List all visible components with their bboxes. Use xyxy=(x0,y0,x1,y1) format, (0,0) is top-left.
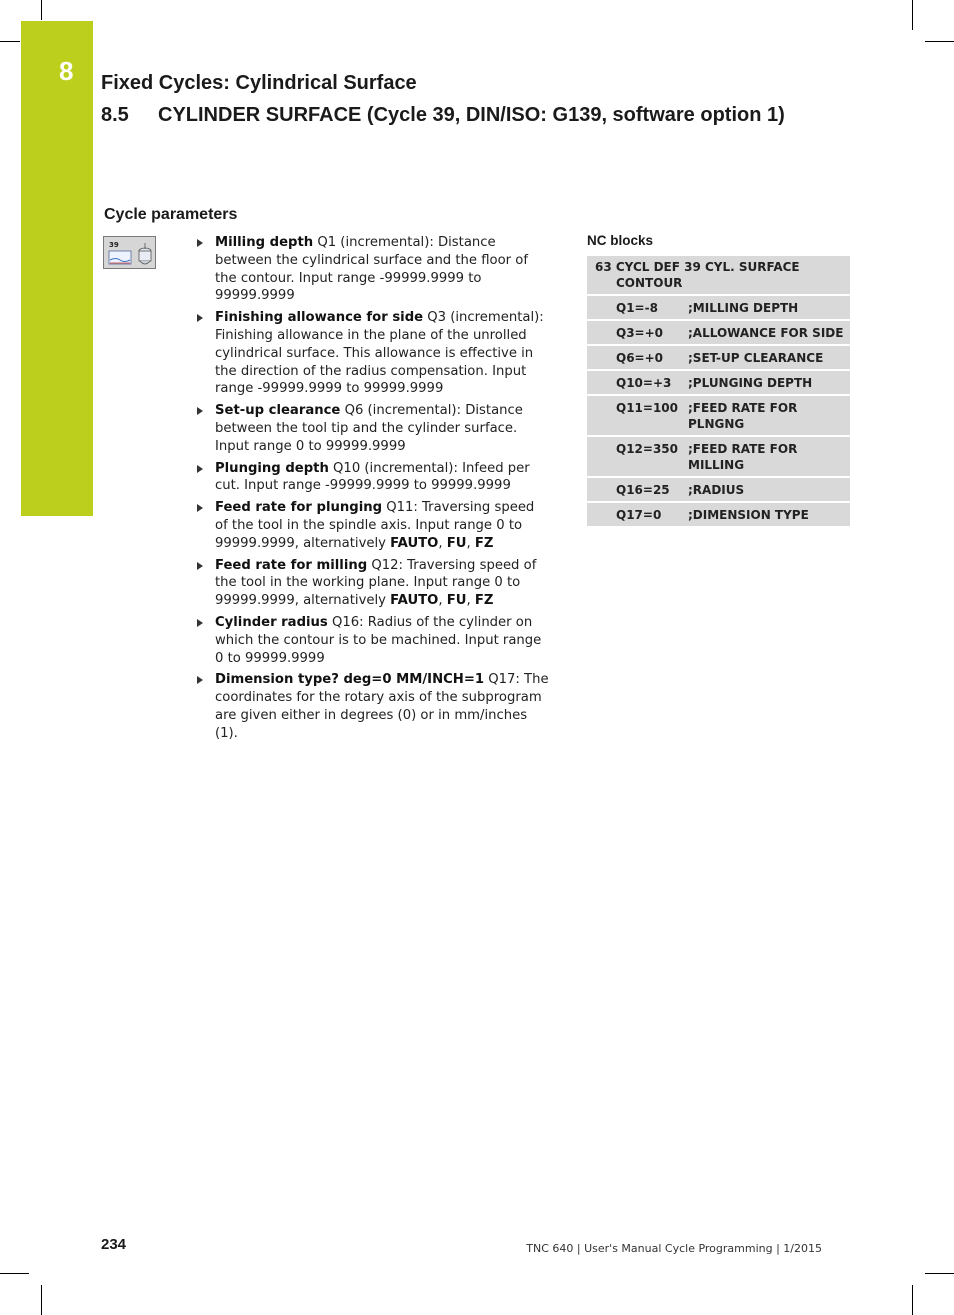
cycle-39-softkey-icon xyxy=(103,236,156,269)
param-term: Cylinder radius xyxy=(215,614,328,630)
list-item xyxy=(195,309,551,398)
section-title-text: CYLINDER SURFACE (Cycle 39, DIN/ISO: G139, software option 1) xyxy=(158,104,785,126)
param-term: Plunging depth xyxy=(215,460,329,476)
page-number: 234 xyxy=(101,1236,127,1253)
nc-comment: ;FEED RATE FOR MILLING xyxy=(688,442,798,472)
list-item xyxy=(195,460,551,496)
bullet-arrow-icon xyxy=(197,619,203,627)
table-row xyxy=(587,396,850,437)
cycle-parameters-heading: Cycle parameters xyxy=(104,206,238,223)
crop-mark xyxy=(925,1273,954,1274)
chapter-number: 8 xyxy=(59,56,74,86)
nc-comment: ;DIMENSION TYPE xyxy=(688,508,809,522)
separator: , xyxy=(466,593,475,609)
param-text: Q1 (incremental): Distance between the cylindrical surface and the floor of the contour. Input range -99999.9999 to 99999.9999 xyxy=(215,235,528,304)
nc-block-header xyxy=(587,256,850,296)
bullet-arrow-icon xyxy=(197,465,203,473)
table-row xyxy=(587,503,850,528)
table-row xyxy=(587,296,850,321)
list-item xyxy=(195,671,551,742)
crop-mark xyxy=(41,1285,42,1315)
bullet-arrow-icon xyxy=(197,676,203,684)
list-item xyxy=(195,614,551,667)
nc-comment: ;FEED RATE FOR PLNGNG xyxy=(688,401,798,431)
nc-blocks-table xyxy=(587,256,850,528)
nc-comment: ;PLUNGING DEPTH xyxy=(688,376,813,390)
bullet-arrow-icon xyxy=(197,504,203,512)
param-text: Q3 (incremental): Finishing allowance in the plane of the unrolled cylindrical surface. This allowance is effective in the direction of the radius compensation. Input range -99999.9999 to 99999.9999 xyxy=(215,310,544,397)
param-term: Finishing allowance for side xyxy=(215,310,424,326)
nc-param: Q11=100 xyxy=(616,401,679,415)
fu-keyword: FU xyxy=(446,593,467,609)
param-term: Milling depth xyxy=(215,235,314,250)
table-row xyxy=(587,346,850,371)
nc-param: Q16=25 xyxy=(616,483,670,497)
softkey-label: 39 xyxy=(109,241,119,249)
bullet-arrow-icon xyxy=(197,239,203,247)
separator: , xyxy=(438,593,447,609)
fz-keyword: FZ xyxy=(474,593,494,609)
nc-comment: ;SET-UP CLEARANCE xyxy=(688,351,824,365)
section-title xyxy=(101,104,785,127)
nc-cycle-def-cont: CONTOUR xyxy=(616,276,683,290)
crop-mark xyxy=(912,1285,913,1315)
footer-text: TNC 640 | User's Manual Cycle Programming | 1/2015 xyxy=(526,1242,822,1255)
nc-param: Q3=+0 xyxy=(616,326,664,340)
list-item xyxy=(195,499,551,552)
param-text: Q6 (incremental): Distance between the tool tip and the cylinder surface. Input range 0 to 99999.9999 xyxy=(215,403,523,454)
chapter-title: Fixed Cycles: Cylindrical Surface xyxy=(101,72,417,94)
nc-param: Q6=+0 xyxy=(616,351,664,365)
section-number: 8.5 xyxy=(101,104,129,126)
nc-comment: ;ALLOWANCE FOR SIDE xyxy=(688,326,844,340)
param-text: Q10 (incremental): Infeed per cut. Input range -99999.9999 to 99999.9999 xyxy=(215,460,530,494)
param-term: Feed rate for plunging xyxy=(215,500,383,516)
nc-cycle-def: 63 CYCL DEF 39 CYL. SURFACE xyxy=(595,260,800,274)
table-row xyxy=(587,371,850,396)
param-text: Q16: Radius of the cylinder on which the contour is to be machined. Input range 0 to 99999.9999 xyxy=(215,614,542,666)
nc-comment: ;MILLING DEPTH xyxy=(688,301,799,315)
fauto-keyword: FAUTO xyxy=(390,535,439,551)
list-item xyxy=(195,234,551,305)
crop-mark xyxy=(0,1273,29,1274)
bullet-arrow-icon xyxy=(197,314,203,322)
fz-keyword: FZ xyxy=(474,535,494,551)
param-text: Q11: Traversing speed of the tool in the spindle axis. Input range 0 to 99999.9999, alternatively xyxy=(215,500,535,551)
table-row xyxy=(587,478,850,503)
table-row xyxy=(587,321,850,346)
param-text: Q17: The coordinates for the rotary axis of the subprogram are given either in degrees (0) or in mm/inches (1). xyxy=(215,672,549,741)
param-term: Dimension type? deg=0 MM/INCH=1 xyxy=(215,672,485,688)
cycle-parameters-list xyxy=(195,234,551,747)
crop-mark xyxy=(912,0,913,30)
table-row xyxy=(587,437,850,478)
param-text: Q12: Traversing speed of the tool in the working plane. Input range 0 to 99999.9999, alternatively xyxy=(215,557,537,609)
list-item xyxy=(195,557,551,610)
nc-param: Q12=350 xyxy=(616,442,679,456)
separator: , xyxy=(438,535,447,551)
nc-param: Q17=0 xyxy=(616,508,662,522)
crop-mark xyxy=(925,41,954,42)
nc-param: Q1=-8 xyxy=(616,301,658,315)
nc-param: Q10=+3 xyxy=(616,376,672,390)
param-term: Set-up clearance xyxy=(215,403,341,419)
param-term: Feed rate for milling xyxy=(215,557,368,573)
fauto-keyword: FAUTO xyxy=(390,593,439,609)
separator: , xyxy=(466,535,475,551)
list-item xyxy=(195,402,551,455)
bullet-arrow-icon xyxy=(197,562,203,570)
bullet-arrow-icon xyxy=(197,407,203,415)
fu-keyword: FU xyxy=(446,535,467,551)
crop-mark xyxy=(0,41,20,42)
nc-comment: ;RADIUS xyxy=(688,483,745,497)
nc-blocks-heading: NC blocks xyxy=(587,233,654,248)
crop-mark xyxy=(41,0,42,20)
chapter-tab xyxy=(21,21,93,516)
